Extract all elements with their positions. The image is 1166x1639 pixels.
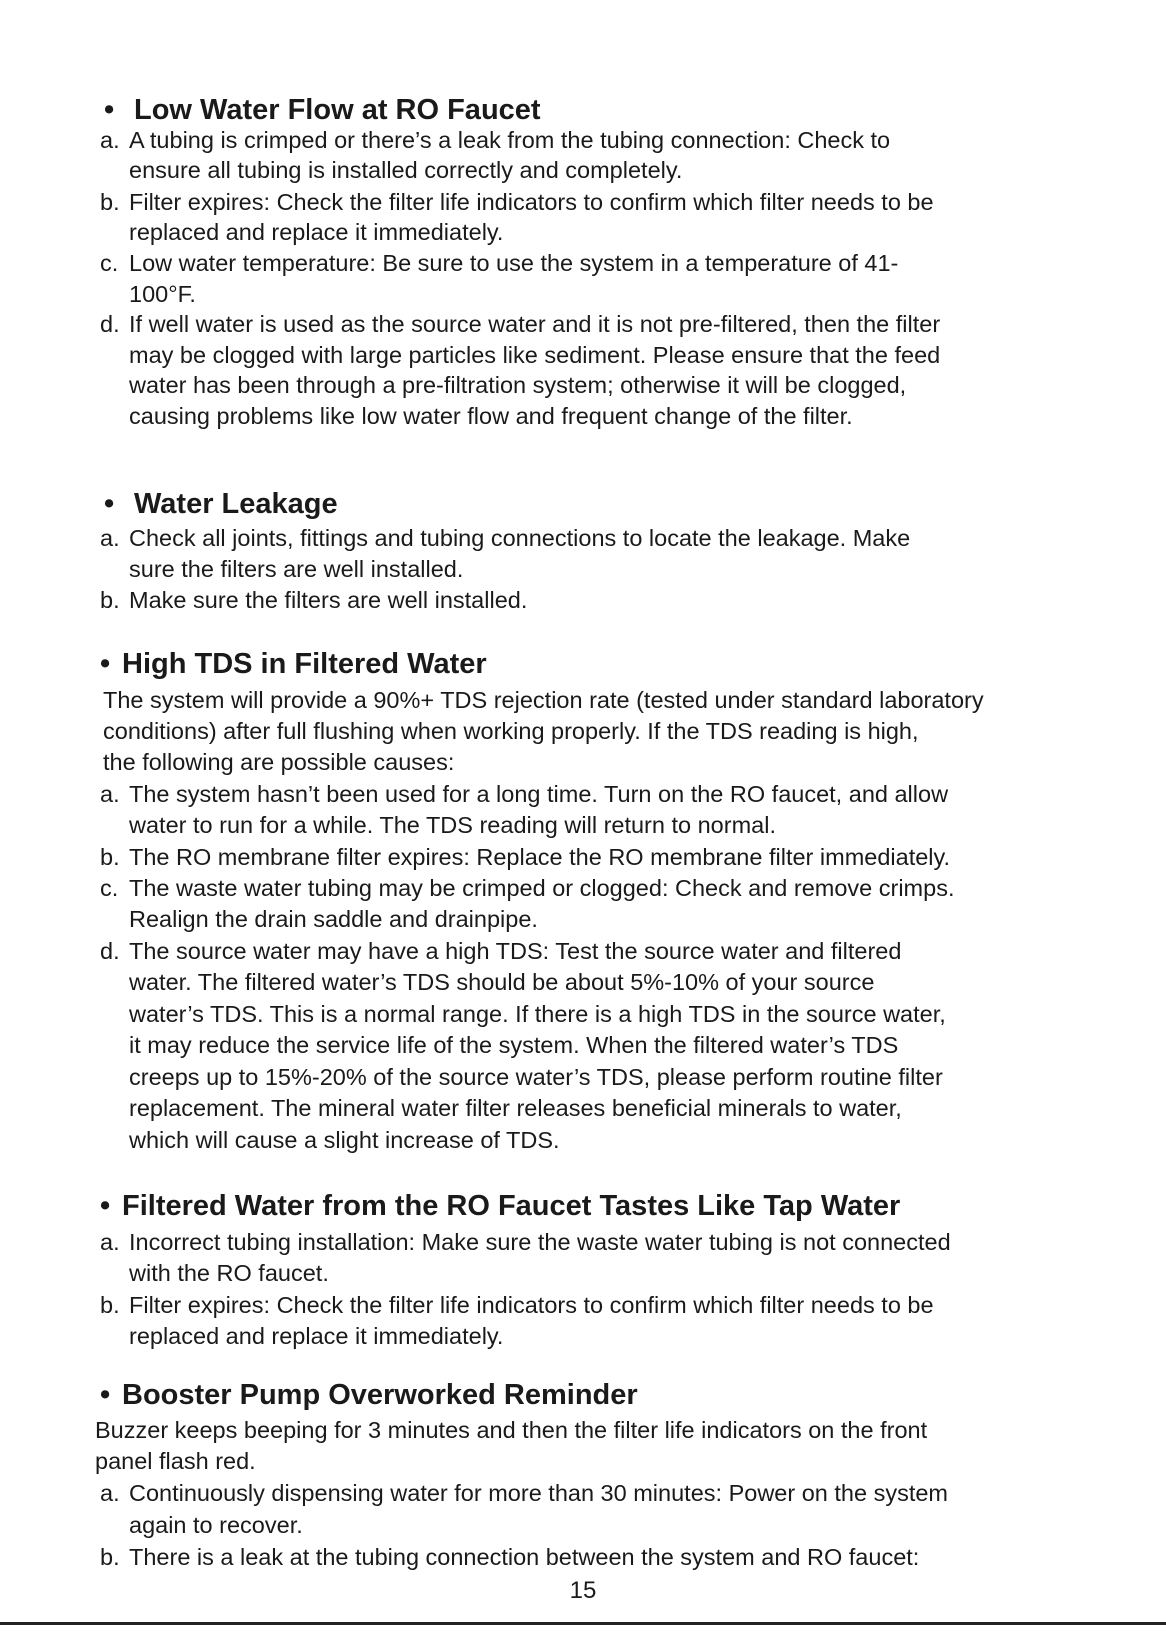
item-line: The source water may have a high TDS: Test the source water and filtered [129,938,902,964]
item-line: The system hasn’t been used for a long time. Turn on the RO faucet, and allow [129,781,949,807]
item-line: Filter expires: Check the filter life indicators to confirm which filter needs to be [129,1292,934,1318]
item-line: There is a leak at the tubing connection between the system and RO faucet: [129,1544,920,1570]
section-title: Booster Pump Overworked Reminder [122,1379,638,1411]
intro-line: the following are possible causes: [103,749,455,775]
intro-line: The system will provide a 90%+ TDS rejection rate (tested under standard laboratory [103,687,984,713]
section-title: Water Leakage [134,488,338,520]
item-marker: a. [100,1229,120,1255]
bullet: • [104,488,115,520]
item-line: replacement. The mineral water filter releases beneficial minerals to water, [129,1095,902,1121]
item-line: 100°F. [129,281,196,307]
item-line: water to run for a while. The TDS reading will return to normal. [129,812,776,838]
item-line: creeps up to 15%-20% of the source water’s TDS, please perform routine filter [129,1064,943,1090]
intro-line: Buzzer keeps beeping for 3 minutes and then the filter life indicators on the front [95,1417,928,1443]
item-line: water. The filtered water’s TDS should be about 5%-10% of your source [129,969,875,995]
item-line: The RO membrane filter expires: Replace the RO membrane filter immediately. [129,844,951,870]
item-line: If well water is used as the source water and it is not pre-filtered, then the filter [129,311,941,337]
section-title: Filtered Water from the RO Faucet Tastes Like Tap Water [122,1190,901,1222]
item-line: ensure all tubing is installed correctly and completely. [129,157,683,183]
item-marker: b. [100,587,120,613]
item-marker: c. [100,250,119,276]
section-heading [104,488,338,520]
section-title: Low Water Flow at RO Faucet [134,94,541,126]
item-marker: b. [100,189,120,215]
item-line: Low water temperature: Be sure to use the system in a temperature of 41- [129,250,899,276]
intro-line: panel flash red. [95,1448,256,1474]
item-line: Filter expires: Check the filter life indicators to confirm which filter needs to be [129,189,934,215]
item-line: water’s TDS. This is a normal range. If there is a high TDS in the source water, [129,1001,946,1027]
item-line: which will cause a slight increase of TDS. [129,1127,560,1153]
section-heading [100,1190,900,1222]
item-line: Incorrect tubing installation: Make sure the waste water tubing is not connected [129,1229,951,1255]
item-marker: a. [100,781,120,807]
item-line: replaced and replace it immediately. [129,219,504,245]
item-line: replaced and replace it immediately. [129,1323,504,1349]
item-marker: d. [100,938,120,964]
item-line: water has been through a pre-filtration system; otherwise it will be clogged, [129,372,907,398]
page-number: 15 [569,1577,597,1604]
item-line: with the RO faucet. [129,1260,329,1286]
bullet: • [100,1190,111,1222]
item-line: A tubing is crimped or there’s a leak from the tubing connection: Check to [129,127,891,153]
section-heading [100,648,487,680]
item-marker: a. [100,127,120,153]
section-title: High TDS in Filtered Water [122,648,487,680]
item-line: again to recover. [129,1512,303,1538]
item-line: The waste water tubing may be crimped or clogged: Check and remove crimps. [129,875,955,901]
item-line: Check all joints, fittings and tubing connections to locate the leakage. Make [129,525,911,551]
item-line: causing problems like low water flow and frequent change of the filter. [129,403,853,429]
item-marker: d. [100,311,120,337]
item-marker: b. [100,844,120,870]
item-marker: b. [100,1544,120,1570]
item-line: sure the filters are well installed. [129,556,464,582]
section-heading [100,1379,638,1411]
item-line: Realign the drain saddle and drainpipe. [129,906,538,932]
item-line: Make sure the filters are well installed. [129,587,528,613]
bottom-rule [0,1622,1166,1625]
item-marker: a. [100,1480,120,1506]
bullet: • [104,94,115,126]
bullet: • [100,648,111,680]
item-marker: a. [100,525,120,551]
intro-line: conditions) after full flushing when working properly. If the TDS reading is high, [103,718,919,744]
item-line: may be clogged with large particles like sediment. Please ensure that the feed [129,342,941,368]
item-marker: b. [100,1292,120,1318]
bullet: • [100,1379,111,1411]
item-marker: c. [100,875,119,901]
item-line: it may reduce the service life of the system. When the filtered water’s TDS [129,1032,899,1058]
section-heading [104,94,541,126]
item-line: Continuously dispensing water for more than 30 minutes: Power on the system [129,1480,949,1506]
